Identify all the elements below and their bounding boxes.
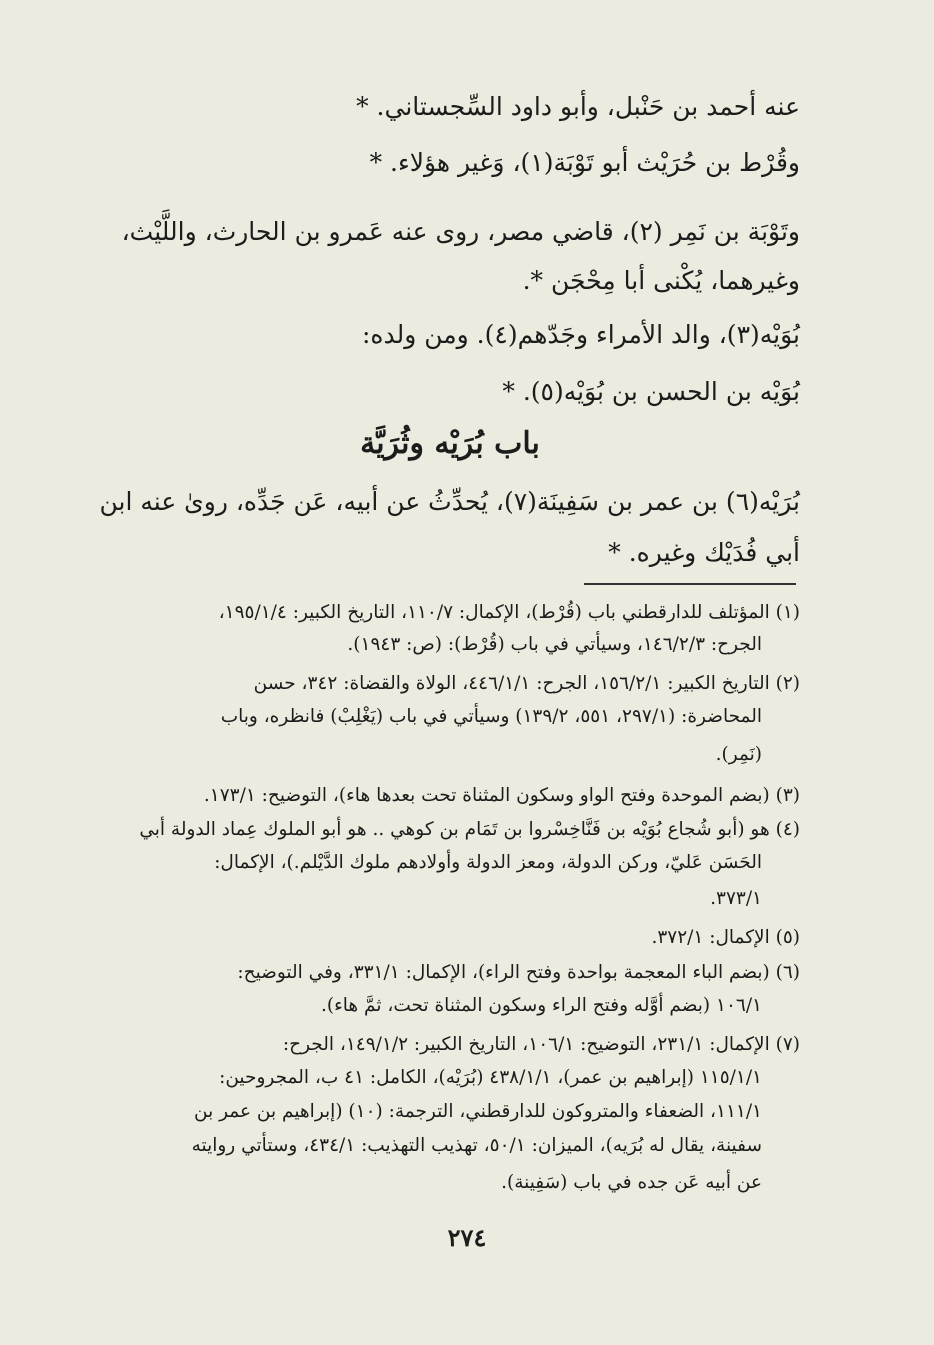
page-number: ٢٧٤	[447, 1223, 487, 1252]
footnote-line: (نَمِر).	[715, 744, 762, 765]
text-line: وتَوْبَة بن نَمِر (٢)، قاضي مصر، روى عنه عَمرو بن الحارث، واللَّيْث،	[121, 217, 800, 246]
footnote-line: ١١٥/١/١ (إبراهيم بن عمر)، ٤٣٨/١/١ (بُرَيْه)، الكامل: ٤١ ب، المجروحين:	[219, 1067, 762, 1088]
text-line: بُوَيْه(٣)، والد الأمراء وجَدّهم(٤). ومن ولده:	[361, 320, 800, 349]
footnote-line: ١٠٦/١ (بضم أوَّله وفتح الراء وسكون المثناة تحت، ثمَّ هاء).	[320, 995, 762, 1016]
text-line: بُوَيْه بن الحسن بن بُوَيْه(٥). *	[502, 377, 800, 406]
footnote-line: الحَسَن عَليّ، وركن الدولة، ومعز الدولة وأولادهم ملوك الدَّيْلم.)، الإكمال:	[214, 852, 762, 873]
text-line: أبي فُدَيْك وغيره. *	[608, 538, 800, 567]
footnote-line: (٤) هو (أبو شُجاع بُوَيْه بن فَنَّاخِسْروا بن تَمَام بن كوهي .. هو أبو الملوك عِماد الدولة أبي	[139, 819, 800, 840]
footnote-line: سفينة، يقال له بُرَيه)، الميزان: ٥٠/١، تهذيب التهذيب: ٤٣٤/١، وستأتي روايته	[191, 1135, 762, 1156]
section-heading: باب بُرَيْه وثُرَيَّة	[360, 426, 540, 461]
footnote-line: (٦) (بضم الباء المعجمة بواحدة وفتح الراء)، الإكمال: ٣٣١/١، وفي التوضيح:	[237, 962, 800, 983]
text-line: بُرَيْه(٦) بن عمر بن سَفِينَة(٧)، يُحدِّثُ عن أبيه، عَن جَدِّه، روىٰ عنه ابن	[99, 487, 800, 516]
text-line: وقُرْط بن حُرَيْث أبو تَوْبَة(١)، وَغير هؤلاء. *	[369, 148, 800, 177]
footnote-separator	[584, 583, 796, 585]
footnote-line: ١١١/١، الضعفاء والمتروكون للدارقطني، الترجمة: (١٠) (إبراهيم بن عمر بن	[193, 1101, 762, 1122]
footnote-line: (٧) الإكمال: ٢٣١/١، التوضيح: ١٠٦/١، التاريخ الكبير: ١٤٩/١/٢، الجرح:	[282, 1034, 800, 1055]
text-line: عنه أحمد بن حَنْبل، وأبو داود السِّجستاني. *	[356, 92, 800, 121]
footnote-line: الجرح: ١٤٦/٢/٣، وسيأتي في باب (قُرْط): (ص: ١٩٤٣).	[347, 634, 762, 655]
footnote-line: ٣٧٣/١.	[710, 888, 762, 909]
footnote-line: (٣) (بضم الموحدة وفتح الواو وسكون المثناة تحت بعدها هاء)، التوضيح: ١٧٣/١.	[203, 785, 800, 806]
footnote-line: المحاضرة: (٢٩٧/١، ٥٥١، ١٣٩/٢) وسيأتي في باب (يَغْلِبْ) فانظره، وباب	[220, 706, 762, 727]
text-line: وغيرهما، يُكْنى أبا مِحْجَن *.	[522, 266, 800, 295]
footnote-line: (١) المؤتلف للدارقطني باب (قُرْط)، الإكمال: ١١٠/٧، التاريخ الكبير: ١٩٥/١/٤،	[218, 602, 800, 623]
footnote-line: عن أبيه عَن جده في باب (سَفِينة).	[501, 1172, 762, 1193]
footnote-line: (٢) التاريخ الكبير: ١٥٦/٢/١، الجرح: ٤٤٦/١/١، الولاة والقضاة: ٣٤٢، حسن	[253, 673, 800, 694]
footnote-line: (٥) الإكمال: ٣٧٢/١.	[651, 927, 800, 948]
